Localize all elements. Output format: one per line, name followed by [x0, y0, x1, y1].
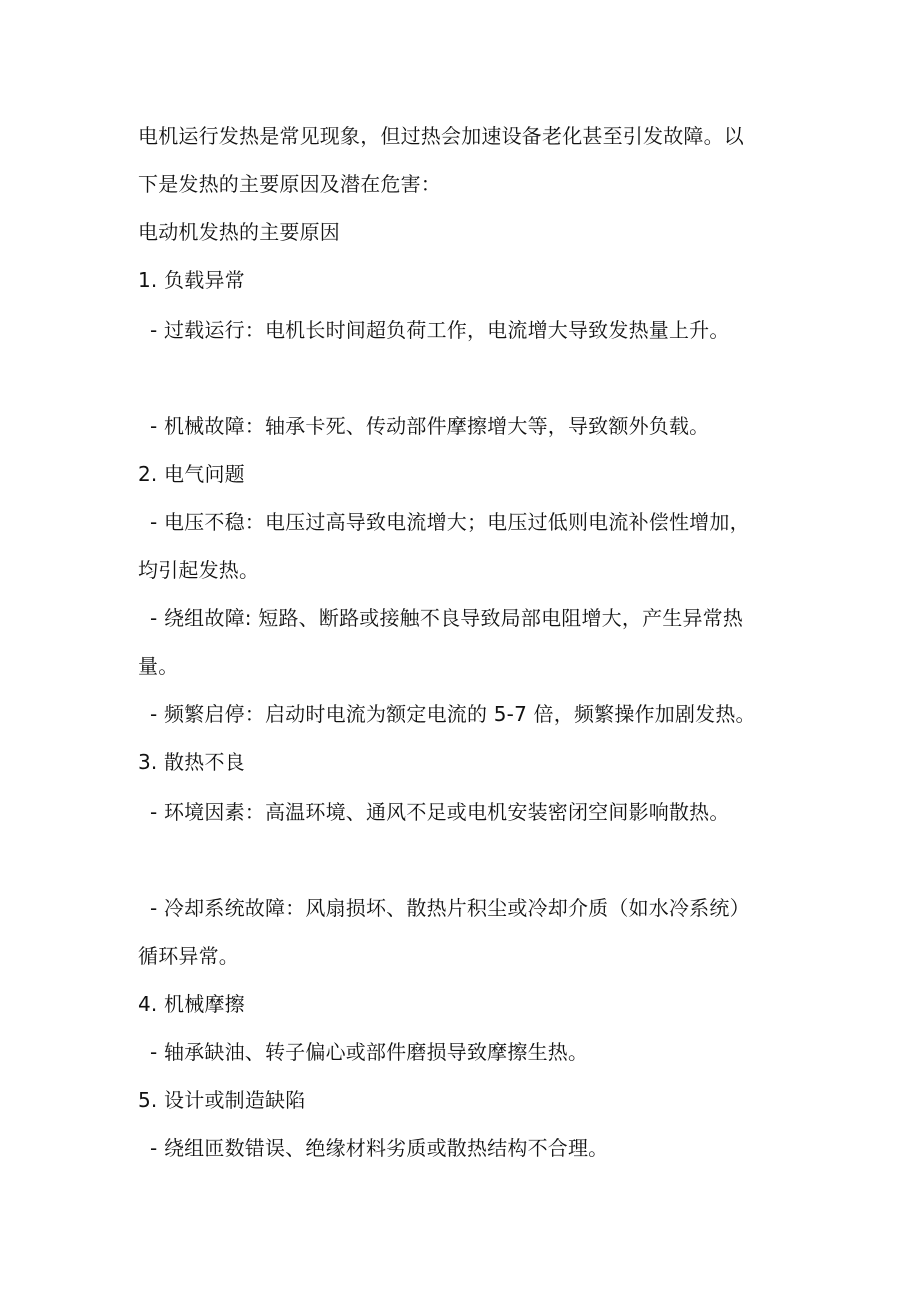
intro-paragraph-line-1: 电机运行发热是常见现象，但过热会加速设备老化甚至引发故障。以 [138, 124, 744, 148]
list-item-cooling-system: - 冷却系统故障：风扇损坏、散热片积尘或冷却介质（如水冷系统） [150, 896, 750, 920]
list-item-voltage: - 电压不稳：电压过高导致电流增大；电压过低则电流补偿性增加， [150, 510, 750, 534]
list-item-overload: - 过载运行：电机长时间超负荷工作，电流增大导致发热量上升。 [150, 318, 730, 342]
list-item-cooling-system-continuation: 循环异常。 [138, 944, 239, 968]
list-item-winding-fault-continuation: 量。 [138, 654, 179, 678]
list-heading-2: 2. 电气问题 [138, 462, 245, 486]
section-heading: 电动机发热的主要原因 [138, 220, 340, 244]
list-item-mechanical-fault: - 机械故障：轴承卡死、传动部件摩擦增大等，导致额外负载。 [150, 414, 710, 438]
list-item-environment: - 环境因素：高温环境、通风不足或电机安装密闭空间影响散热。 [150, 800, 730, 824]
list-item-design-defect: - 绕组匝数错误、绝缘材料劣质或散热结构不合理。 [150, 1136, 609, 1160]
list-heading-4: 4. 机械摩擦 [138, 992, 245, 1016]
list-item-friction: - 轴承缺油、转子偏心或部件磨损导致摩擦生热。 [150, 1040, 589, 1064]
list-heading-3: 3. 散热不良 [138, 750, 245, 774]
list-heading-5: 5. 设计或制造缺陷 [138, 1088, 306, 1112]
list-item-voltage-continuation: 均引起发热。 [138, 558, 260, 582]
list-item-winding-fault: - 绕组故障: 短路、断路或接触不良导致局部电阻增大，产生异常热 [150, 606, 744, 630]
intro-paragraph-line-2: 下是发热的主要原因及潜在危害： [138, 172, 441, 196]
list-item-start-stop: - 频繁启停：启动时电流为额定电流的 5-7 倍，频繁操作加剧发热。 [150, 702, 756, 726]
list-heading-1: 1. 负载异常 [138, 268, 245, 292]
